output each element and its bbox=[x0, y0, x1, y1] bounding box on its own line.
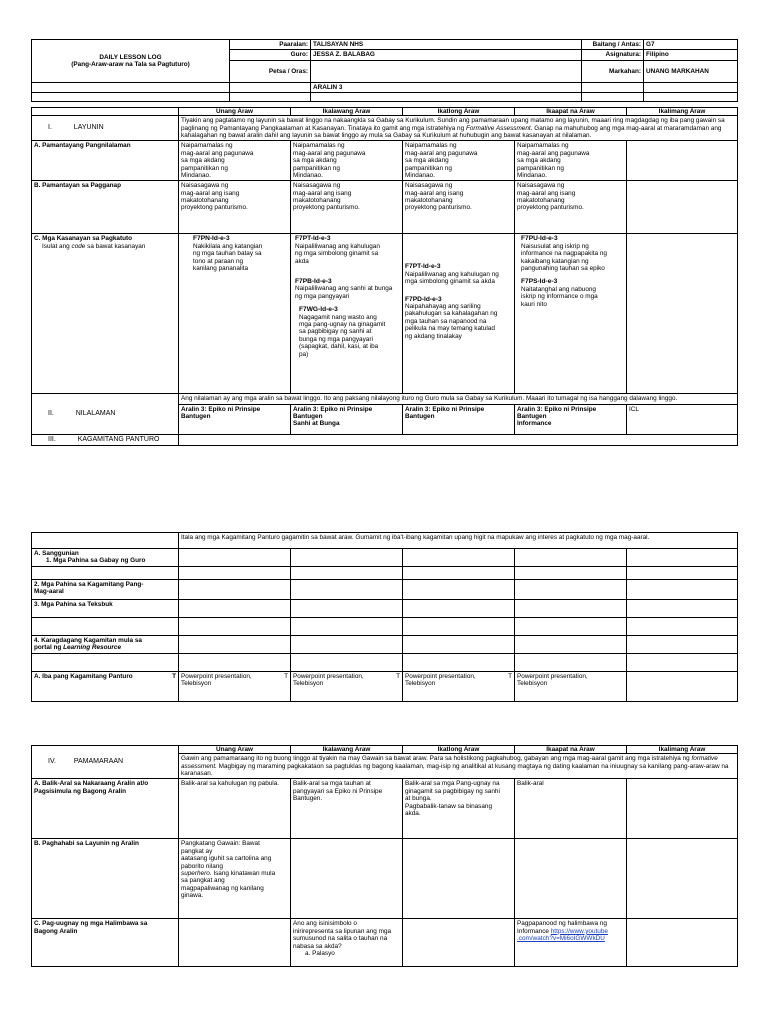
guro-value: JESSA Z. BALABAG bbox=[311, 50, 582, 60]
code-label: F7PS-Id-e-3 bbox=[521, 278, 558, 286]
nilalaman-note: Ang nilalaman ay ang mga aralin sa bawat linggo. Ito ang paksang nilalayong ituro ng Guro mula sa Gabay sa Kurikulum. Maaari ito tumagal ng isa hanggang dalawang linggo. bbox=[179, 394, 738, 404]
layunin-row bbox=[32, 116, 738, 141]
pangnilalaman-label: A. Pamantayang Pangnilalaman bbox=[32, 141, 179, 181]
code-label: F7PD-Id-e-3 bbox=[405, 295, 442, 303]
pagganap-day2: Naisasagawa ng mag-aaral ang isang makatotohanang proyektong panturismo. bbox=[291, 181, 403, 234]
kasanayan-day3 bbox=[403, 234, 515, 394]
nilalaman-roman: II. bbox=[48, 409, 54, 417]
t-mark: T bbox=[396, 672, 400, 680]
nilalaman-note-row bbox=[32, 394, 738, 404]
kasanayan-day1 bbox=[179, 234, 291, 394]
nilalaman-label: NILALAMAN bbox=[75, 409, 116, 417]
nilalaman-day2: Aralin 3: Epiko ni Prinsipe Bantugen Sanhi at Bunga bbox=[291, 404, 403, 434]
balik-aral-day3: Balik-aral sa mga Pang-ugnay na ginagamit sa pagbibigay ng sanhi at bunga. Pagbabalik-tanaw sa binasang akda. bbox=[403, 779, 515, 839]
pagganap-label: B. Pamantayan sa Pagganap bbox=[32, 181, 179, 234]
pangnilalaman-day3: Naipamamalas ng mag-aaral ang pagunawa sa mga akdang pampanitikan ng Mindanao. bbox=[403, 141, 515, 181]
kasanayan-day2 bbox=[291, 234, 403, 394]
paaralan-label: Paaralan: bbox=[230, 40, 311, 50]
pamamaraan-note: Gawin ang pamamaraang ito ng buong linggo at tiyakin na may Gawain sa bawat araw. Para sa holistikong pagkahubog, gabayan ang mga mag-aaral gamit ang mga istratehiya ng formative assessment. Magbigay ng maraming pagkakataon sa pagtuklas ng bagong kaalaman, mag-isip ng analitikal at kusang magtaya ng dating kaalaman na iniuugnay sa kanilang pang-araw-araw na karanasan. bbox=[179, 754, 738, 779]
day-header-4: Ikaapat na Araw bbox=[515, 108, 627, 116]
layunin-label: LAYUNIN bbox=[73, 124, 104, 132]
lesson-log-table-2 bbox=[31, 532, 738, 702]
kasanayan-text: Naitatanghal ang nabuong iskrip ng informance o mga kauri nito bbox=[521, 285, 598, 308]
day-header-4: Ikaapat na Araw bbox=[515, 746, 627, 754]
code-label: F7PT-Id-e-3 bbox=[405, 263, 441, 271]
log-title-cell bbox=[32, 40, 230, 83]
pagganap-day4: Naisasagawa ng mag-aaral ang isang makatotohanang proyektong panturismo. bbox=[515, 181, 627, 234]
t-mark: T bbox=[172, 672, 176, 680]
kasanayan-sublabel: Isulat ang code sa bawat kasanayan bbox=[42, 242, 146, 250]
kasanayan-text: Naipahahayag ang sariling pakahulugan sa kahalagahan ng mga tauhan sa napanood na pelikula na may temang katulad ng akdang tinalakay bbox=[405, 303, 498, 340]
kasanayan-day4 bbox=[515, 234, 627, 394]
pagganap-day1: Naisasagawa ng mag-aaral ang isang makatotohanang proyektong panturismo. bbox=[179, 181, 291, 234]
pangnilalaman-day4: Naipamamalas ng mag-aaral ang pagunawa sa mga akdang pampanitikan ng Mindanao. bbox=[515, 141, 627, 181]
pag-uugnay-label: C. Pag-uugnay ng mga Halimbawa sa Bagong Aralin bbox=[32, 919, 179, 967]
learning-resource-label: 4. Karagdagang Kagamitan mula sa portal ng Learning Resource bbox=[32, 635, 179, 653]
kasanayan-label: C. Mga Kasanayan sa Pagkatuto bbox=[34, 235, 133, 243]
nilalaman-day4: Aralin 3: Epiko ni Prinsipe Bantugen Informance bbox=[515, 404, 627, 434]
nilalaman-day5: ICL bbox=[627, 404, 738, 434]
day-header-1: Unang Araw bbox=[179, 746, 291, 754]
kagamitan-day1: Powerpoint presentation, Telebisyon bbox=[181, 672, 252, 688]
kasanayan-text: Nagagamit nang wasto ang mga pang-ugnay na ginagamit sa pagbibigay ng sanhi at bunga ng mga pangyayari (sapagkat, dahil, kasi, at iba pa) bbox=[299, 313, 386, 358]
kagamitan-day2: Powerpoint presentation, Telebisyon bbox=[293, 672, 364, 688]
nilalaman-day3: Aralin 3: Epiko ni Prinsipe Bantugen bbox=[403, 404, 515, 434]
balik-aral-day4: Balik-aral bbox=[515, 779, 627, 839]
pangnilalaman-day1: Naipamamalas ng mag-aaral ang pagunawa sa mga akdang pampanitikan ng Mindanao. bbox=[179, 141, 291, 181]
pagganap-row bbox=[32, 181, 738, 234]
day-header-5: Ikalimang Araw bbox=[627, 746, 738, 754]
baitang-label: Baitang / Antas: bbox=[582, 40, 644, 50]
day-header-2: Ikalawang Araw bbox=[291, 108, 403, 116]
nilalaman-day1: Aralin 3: Epiko ni Prinsipe Bantugen bbox=[179, 404, 291, 434]
log-title: DAILY LESSON LOG bbox=[99, 53, 162, 61]
markahan-value: UNANG MARKAHAN bbox=[644, 60, 738, 82]
kagamitan-day3: Powerpoint presentation, Telebisyon bbox=[405, 672, 476, 688]
layunin-roman: I. bbox=[48, 124, 52, 132]
kasanayan-text: Naisusulat ang iskrip ng informance na nagpapakita ng kakaibang katangian ng pangunahing tauhan sa epiko bbox=[521, 242, 607, 272]
pamamaraan-roman: IV. bbox=[48, 758, 56, 766]
paghahabi-label: B. Paghahabi sa Layunin ng Aralin bbox=[32, 839, 179, 919]
kagamitang-pang-mag-aaral-label: 2. Mga Pahina sa Kagamitang Pang- Mag-aaral bbox=[32, 579, 179, 599]
balik-aral-day1: Balik-aral sa kahulugan ng pabula. bbox=[179, 779, 291, 839]
paaralan-value: TALISAYAN NHS bbox=[311, 40, 582, 50]
kasanayan-row bbox=[32, 234, 738, 394]
petsa-value bbox=[311, 60, 582, 82]
sanggunian-label: A. Sanggunian 1. Mga Pahina sa Gabay ng Guro bbox=[32, 549, 179, 567]
asignatura-label: Asignatura: bbox=[582, 50, 644, 60]
pag-uugnay-day2: Ano ang isinisimbolo o inirirepresenta sa lipunan ang mga sumusunod na salita o tauhan na nabasa sa akda? a. Palasyo bbox=[291, 919, 403, 967]
code-label: F7PN-Id-e-3 bbox=[193, 235, 230, 243]
log-subtitle: (Pang-Araw-araw na Tala sa Pagtuturo) bbox=[71, 60, 190, 68]
kasanayan-text: Naipaliliwanag ang kahulugan ng mga simbolong ginamit sa akda bbox=[405, 270, 499, 286]
day-header-5: Ikalimang Araw bbox=[627, 108, 738, 116]
code-label: F7PB-Id-e-3 bbox=[295, 277, 332, 285]
markahan-label: Markahan: bbox=[582, 60, 644, 82]
day-header-1: Unang Araw bbox=[179, 108, 291, 116]
kasanayan-text: Naipaliliwanag ang sanhi at bunga ng mga pangyayari bbox=[295, 285, 393, 300]
gabay-guro-label: 1. Mga Pahina sa Gabay ng Guro bbox=[46, 557, 146, 565]
code-label: F7PT-Id-e-3 bbox=[295, 235, 331, 243]
lesson-log-table-3 bbox=[31, 745, 738, 967]
pag-uugnay-item: a. Palasyo bbox=[305, 949, 335, 957]
kasanayan-text: Naipaliliwanag ang kahulugan ng mga simbolong ginamit sa akda bbox=[295, 242, 380, 265]
kagamitan-day4: Powerpoint presentation, Telebisyon bbox=[517, 672, 588, 688]
pamamaraan-label: PAMAMARAAN bbox=[73, 758, 124, 766]
balik-aral-day2: Balik-aral sa mga tauhan at pangyayari sa Epiko ni Prinsipe Bantugen. bbox=[291, 779, 403, 839]
teksbuk-label: 3. Mga Pahina sa Teksbuk bbox=[32, 599, 179, 617]
kagamitan-header-row bbox=[32, 434, 738, 445]
kagamitan-label: KAGAMITANG PANTURO bbox=[77, 435, 160, 443]
asignatura-value: Filipino bbox=[644, 50, 738, 60]
day-header-2: Ikalawang Araw bbox=[291, 746, 403, 754]
t-mark: T bbox=[284, 672, 288, 680]
guro-label: Guro: bbox=[230, 50, 311, 60]
day-header-row bbox=[32, 108, 738, 116]
aralin-title: ARALIN 3 bbox=[311, 82, 582, 92]
kagamitan-roman: III. bbox=[48, 435, 56, 443]
youtube-link[interactable]: https://www.youtube .com/watch?v=Mi6oIGWWkDU bbox=[517, 927, 608, 943]
day-header-3: Ikatlong Araw bbox=[403, 746, 515, 754]
kasanayan-text: Nakikilala ang katangian ng mga tauhan batay sa tono at paraan ng kanilang pananalita bbox=[193, 242, 263, 272]
lesson-log-table-1 bbox=[31, 39, 738, 102]
pag-uugnay-day4: Pagpapanood ng halimbawa ng Informance https://www.youtube .com/watch?v=Mi6oIGWWkDU bbox=[515, 919, 627, 967]
balik-aral-label: A. Balik-Aral sa Nakaraang Aralin at/o Pagsisimula ng Bagong Aralin bbox=[32, 779, 179, 839]
code-label: F7PU-Id-e-3 bbox=[521, 235, 558, 243]
pangnilalaman-row bbox=[32, 141, 738, 181]
pangnilalaman-day2: Naipamamalas ng mag-aaral ang pagunawa sa mga akdang pampanitikan ng Mindanao. bbox=[291, 141, 403, 181]
pagganap-day3: Naisasagawa ng mag-aaral ang isang makatotohanang proyektong panturismo. bbox=[403, 181, 515, 234]
paghahabi-day1: Pangkatang Gawain: Bawat pangkat ay aatasang iguhit sa cartolina ang paborito nilang superhero. Isang kinatawan mula sa pangkat ang magpapaliwanag ng kanilang ginawa. bbox=[179, 839, 291, 919]
lesson-log-table-1b bbox=[31, 107, 738, 446]
kagamitan-note: Itala ang mga Kagamitang Panturo gagamitin sa bawat araw. Gumamit ng iba't-ibang kagamitan upang higit na mapukaw ang interes at pagkatuto ng mga mag-aaral. bbox=[179, 533, 738, 549]
day-header-3: Ikatlong Araw bbox=[403, 108, 515, 116]
petsa-label: Petsa / Oras: bbox=[230, 60, 311, 82]
day-header-row bbox=[32, 746, 738, 754]
iba-pang-kagamitan-label: A. Iba pang Kagamitang Panturo bbox=[34, 672, 133, 680]
layunin-note: Tiyakin ang pagtatamo ng layunin sa bawat linggo na nakaangkla sa Gabay sa Kurikulum. Sundin ang pamamaraan upang matamo ang layunin, maaari ring magdagdag ng iba pang gawain sa paglinang ng Pamantayang Pangkaalaman at Kasanayan. Tinataya ito gamit ang mga istratehiya ng Formative Assessment. Ganap na mahuhubog ang mga mag-aaral at mararamdaman ang kahalagahan ng bawat aralin dahil ang layunin sa bawat linggo ay mula sa Gabay sa Kurikulum at huhubugin ang bawat kasanayan at nilalaman. bbox=[179, 116, 738, 141]
code-label: F7WG-Id-e-3 bbox=[299, 306, 338, 314]
t-mark: T bbox=[508, 672, 512, 680]
baitang-value: G7 bbox=[644, 40, 738, 50]
